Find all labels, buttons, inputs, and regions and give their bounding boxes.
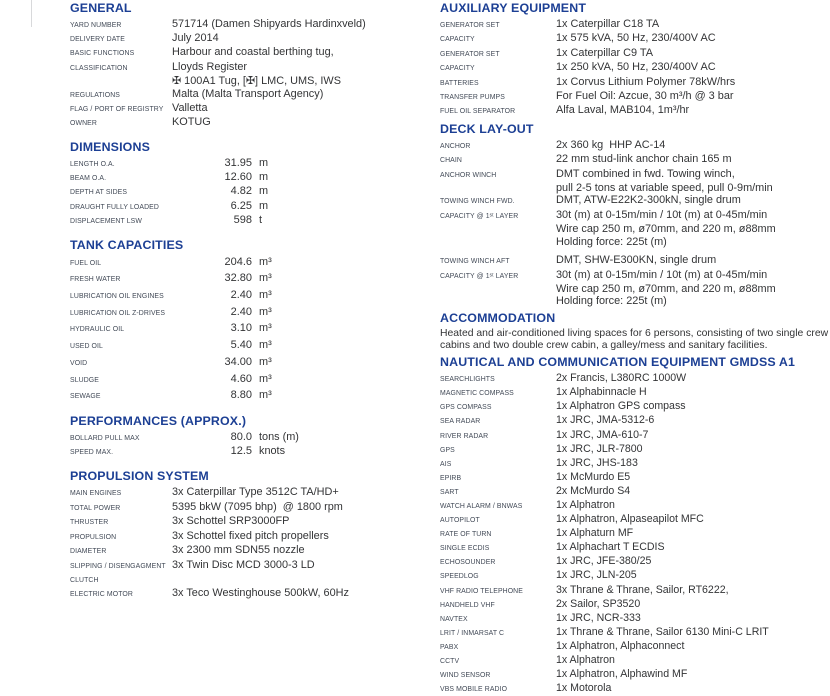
spec-unit: m³	[259, 322, 272, 335]
spec-value: 1x Alphatron, Alphawind MF	[556, 668, 688, 681]
spec-value: 3x Caterpillar Type 3512C TA/HD+	[172, 485, 339, 498]
spec-row	[440, 139, 830, 153]
spec-label: MAGNETIC COMPASS	[440, 390, 514, 398]
spec-row	[440, 485, 830, 499]
spec-label: DIAMETER	[70, 548, 107, 556]
spec-row	[70, 255, 432, 272]
spec-value: Alfa Laval, MAB104, 1m³/hr	[556, 104, 690, 117]
spec-row	[440, 640, 830, 654]
spec-row	[440, 295, 830, 307]
spec-label: GPS	[440, 446, 455, 454]
spec-row	[440, 400, 830, 414]
section-heading: GENERAL	[70, 1, 132, 15]
spec-row	[440, 90, 830, 104]
spec-value: 1x JRC, JHS-183	[556, 456, 638, 469]
spec-row	[440, 414, 830, 428]
spec-value: 3x Thrane & Thrane, Sailor, RT6222,	[556, 583, 729, 596]
spec-label: BASIC FUNCTIONS	[70, 50, 135, 58]
spec-unit: m	[259, 156, 269, 169]
spec-value: 3x Schottel fixed pitch propellers	[172, 529, 329, 542]
spec-row	[440, 386, 830, 400]
spec-label: WIND SENSOR	[440, 672, 491, 680]
spec-value: ✠ 100A1 Tug, [✠] LMC, UMS, IWS	[172, 74, 341, 87]
spec-value: Malta (Malta Transport Agency)	[172, 88, 324, 101]
spec-unit: m	[259, 171, 269, 184]
spec-unit: m³	[259, 339, 272, 352]
spec-row	[70, 61, 432, 75]
spec-value: Harbour and coastal berthing tug,	[172, 46, 334, 59]
spec-row	[440, 471, 830, 485]
spec-number: 4.60	[230, 372, 252, 385]
spec-value: 1x Alphachart T ECDIS	[556, 541, 665, 554]
spec-label: SART	[440, 488, 459, 496]
spec-value: 571714 (Damen Shipyards Hardinxveld)	[172, 18, 366, 30]
spec-value: 1x JRC, NCR-333	[556, 611, 641, 624]
spec-value: July 2014	[172, 32, 219, 45]
spec-label: PABX	[440, 643, 459, 651]
spec-row	[70, 116, 432, 130]
spec-row	[70, 157, 432, 171]
spec-label: ANCHOR WINCH	[440, 171, 497, 179]
spec-number: 12.60	[224, 171, 252, 184]
spec-row	[440, 541, 830, 555]
spec-label: SLUDGE	[70, 376, 99, 384]
spec-label: NAVTEX	[440, 615, 468, 623]
spec-label: FUEL OIL	[70, 259, 102, 267]
spec-row	[70, 515, 432, 530]
section-dimensions	[70, 141, 432, 229]
spec-row	[70, 288, 432, 305]
spec-label: TOWING WINCH AFT	[440, 258, 510, 266]
spec-label: ELECTRIC MOTOR	[70, 591, 133, 599]
spec-number: 598	[233, 214, 252, 227]
spec-unit: m³	[259, 305, 272, 318]
spec-label: AIS	[440, 460, 452, 468]
spec-value: 3x 2300 mm SDN55 nozzle	[172, 544, 305, 557]
spec-row	[440, 283, 830, 295]
spec-label: VHF RADIO TELEPHONE	[440, 587, 523, 595]
spec-label: LENGTH O.A.	[70, 160, 115, 168]
spec-value: 2x Sailor, SP3520	[556, 597, 641, 610]
spec-number: 5.40	[230, 339, 252, 352]
spec-row	[440, 668, 830, 682]
spec-value: 1x 250 kVA, 50 Hz, 230/400V AC	[556, 61, 716, 74]
page-edge-mark	[31, 0, 32, 27]
spec-row	[70, 388, 432, 405]
spec-row	[70, 305, 432, 322]
section-deck-lay-out	[440, 123, 830, 308]
section-heading: TANK CAPACITIES	[70, 237, 184, 252]
spec-row	[440, 372, 830, 386]
spec-label: BEAM O.A.	[70, 175, 107, 183]
spec-row	[70, 445, 432, 460]
spec-value: 22 mm stud-link anchor chain 165 m	[556, 153, 732, 166]
spec-label: ECHOSOUNDER	[440, 559, 496, 567]
spec-value: 1x McMurdo E5	[556, 470, 631, 483]
spec-row	[70, 32, 432, 46]
spec-value: 1x Alphatron, Alphaconnect	[556, 639, 685, 652]
spec-number: 80.0	[230, 430, 252, 443]
spec-value: 1x Motorola	[556, 682, 612, 695]
spec-row	[440, 584, 830, 598]
spec-label: SEA RADAR	[440, 418, 481, 426]
spec-value: 3x Twin Disc MCD 3000-3 LD	[172, 558, 315, 571]
spec-number: 8.80	[230, 389, 252, 402]
accommodation-paragraph: Heated and air-conditioned living spaces for 6 persons, consisting of two single crew cabins and two double crew cabin, a galley/mess and sanitary facilities.	[440, 327, 829, 351]
spec-row	[440, 18, 830, 32]
spec-value: 1x Alphaturn MF	[556, 527, 634, 540]
spec-row	[440, 443, 830, 457]
spec-value: 30t (m) at 0-15m/min / 10t (m) at 0-45m/min	[556, 268, 768, 281]
spec-row	[70, 102, 432, 116]
section-heading: PERFORMANCES (APPROX.)	[70, 413, 247, 428]
spec-label: BOLLARD PULL MAX	[70, 434, 140, 442]
spec-value: Holding force: 225t (m)	[556, 235, 667, 248]
spec-label: SEARCHLIGHTS	[440, 376, 495, 384]
section-heading: PROPULSION SYSTEM	[70, 468, 209, 483]
spec-row	[70, 338, 432, 355]
spec-label: USED OIL	[70, 343, 103, 351]
spec-unit: t	[259, 214, 263, 227]
spec-value: 1x Thrane & Thrane, Sailor 6130 Mini-C LRIT	[556, 625, 769, 638]
spec-row	[70, 321, 432, 338]
spec-row	[440, 457, 830, 471]
spec-row	[70, 372, 432, 389]
spec-row	[440, 61, 830, 75]
spec-label: GPS COMPASS	[440, 404, 492, 412]
spec-unit: m³	[259, 389, 272, 402]
spec-value: DMT, SHW-E300KN, single drum	[556, 254, 717, 267]
spec-number: 2.40	[230, 289, 252, 302]
spec-row	[70, 171, 432, 185]
spec-unit: m	[259, 199, 269, 212]
spec-unit: m³	[259, 355, 272, 368]
spec-row	[70, 185, 432, 199]
spec-value: 2x McMurdo S4	[556, 484, 631, 497]
spec-label: AUTOPILOT	[440, 517, 480, 525]
spec-label: LUBRICATION OIL Z-DRIVES	[70, 309, 166, 317]
spec-number: 31.95	[224, 156, 252, 169]
spec-label: CAPACITY	[440, 36, 475, 44]
spec-value: 1x JRC, JLN-205	[556, 569, 637, 582]
spec-number: 34.00	[224, 355, 252, 368]
spec-row	[440, 32, 830, 46]
spec-number: 204.6	[224, 255, 252, 268]
spec-value: pull 2-5 tons at variable speed, pull 0-9m/min	[556, 182, 773, 195]
spec-value: Lloyds Register	[172, 60, 248, 73]
spec-label: DELIVERY DATE	[70, 36, 125, 44]
section-nautical-and-communication-equipment-gmdss-a1	[440, 356, 830, 696]
spec-unit: m³	[259, 289, 272, 302]
spec-row	[70, 355, 432, 372]
spec-row	[70, 501, 432, 516]
spec-label: RIVER RADAR	[440, 432, 489, 440]
spec-label: VBS MOBILE RADIO	[440, 686, 508, 694]
spec-row	[440, 223, 830, 235]
spec-number: 3.10	[230, 322, 252, 335]
spec-label: CLASSIFICATION	[70, 64, 128, 72]
spec-value: 5395 bkW (7095 bhp) @ 1800 rpm	[172, 500, 343, 513]
spec-row	[440, 555, 830, 569]
spec-row	[440, 104, 830, 118]
spec-row	[440, 612, 830, 626]
spec-number: 4.82	[230, 185, 252, 198]
section-heading: DECK LAY-OUT	[440, 121, 534, 136]
spec-row	[440, 254, 830, 268]
spec-row	[70, 271, 432, 288]
spec-label: THRUSTER	[70, 519, 109, 527]
spec-value: 1x JRC, JLR-7800	[556, 442, 643, 455]
spec-row	[440, 527, 830, 541]
spec-label: DEPTH AT SIDES	[70, 189, 128, 197]
spec-value: 1x JRC, JFE-380/25	[556, 555, 652, 568]
spec-row	[70, 431, 432, 446]
spec-label: CAPACITY @ 1ˢᵗ LAYER	[440, 272, 519, 280]
spec-value: Wire cap 250 m, ø70mm, and 220 m, ø88mm	[556, 282, 776, 295]
spec-row	[440, 168, 830, 182]
spec-value: 1x Alphatron, Alpaseapilot MFC	[556, 513, 704, 526]
spec-value: Holding force: 225t (m)	[556, 295, 667, 308]
spec-label: CHAIN	[440, 157, 462, 165]
spec-label: YARD NUMBER	[70, 22, 122, 29]
spec-label: DRAUGHT FULLY LOADED	[70, 203, 159, 211]
spec-row	[70, 544, 432, 559]
spec-row	[440, 569, 830, 583]
spec-label: FUEL OIL SEPARATOR	[440, 108, 516, 116]
spec-row	[440, 429, 830, 443]
spec-label: SPEED MAX.	[70, 449, 114, 457]
spec-row	[440, 626, 830, 640]
spec-value: 1x 575 kVA, 50 Hz, 230/400V AC	[556, 32, 716, 45]
spec-value: 1x Corvus Lithium Polymer 78kW/hrs	[556, 75, 736, 88]
spec-label: VOID	[70, 359, 88, 367]
section-general	[70, 2, 432, 131]
spec-unit: m	[259, 185, 269, 198]
spec-label: RATE OF TURN	[440, 531, 492, 539]
spec-label: GENERATOR SET	[440, 22, 500, 29]
section-heading: AUXILIARY EQUIPMENT	[440, 1, 587, 15]
spec-label: LRIT / INMARSAT C	[440, 629, 505, 637]
spec-label: TRANSFER PUMPS	[440, 94, 505, 102]
spec-value: 30t (m) at 0-15m/min / 10t (m) at 0-45m/min	[556, 208, 768, 221]
spec-unit: m³	[259, 272, 272, 285]
spec-value: 1x Alphatron	[556, 654, 615, 666]
spec-row	[70, 486, 432, 501]
spec-row	[70, 18, 432, 32]
spec-label: SEWAGE	[70, 393, 101, 401]
spec-label: ANCHOR	[440, 142, 471, 150]
spec-label: REGULATIONS	[70, 92, 120, 100]
spec-label: MAIN ENGINES	[70, 489, 122, 497]
spec-label: DISPLACEMENT LSW	[70, 218, 142, 226]
spec-label: LUBRICATION OIL ENGINES	[70, 293, 164, 301]
spec-value: 1x Alphabinnacle H	[556, 386, 647, 399]
section-performances-approx	[70, 415, 432, 460]
spec-value: 2x 360 kg HHP AC-14	[556, 138, 666, 151]
spec-label: FRESH WATER	[70, 276, 121, 284]
spec-label: SPEEDLOG	[440, 573, 479, 581]
spec-row	[70, 46, 432, 60]
spec-label: SLIPPING / DISENGAGMENT CLUTCH	[70, 562, 166, 584]
spec-row	[440, 269, 830, 283]
spec-label: CAPACITY	[440, 65, 475, 73]
spec-number: 12.5	[230, 445, 252, 458]
spec-label: BATTERIES	[440, 79, 479, 87]
spec-unit: m³	[259, 372, 272, 385]
spec-label: TOTAL POWER	[70, 504, 121, 512]
spec-label: HYDRAULIC OIL	[70, 326, 125, 334]
spec-unit: tons (m)	[259, 430, 299, 443]
spec-value: 1x Caterpillar C18 TA	[556, 18, 660, 30]
spec-number: 32.80	[224, 272, 252, 285]
spec-value: Valletta	[172, 102, 208, 115]
spec-label: CCTV	[440, 658, 460, 665]
spec-value: 1x Caterpillar C9 TA	[556, 46, 654, 59]
spec-label: GENERATOR SET	[440, 50, 500, 58]
spec-label: WATCH ALARM / BNWAS	[440, 502, 523, 510]
section-tank-capacities	[70, 239, 432, 405]
spec-row	[70, 200, 432, 214]
spec-value: 1x JRC, JMA-5312-6	[556, 414, 655, 427]
right-column	[440, 0, 830, 696]
section-accommodation	[440, 312, 830, 352]
section-auxiliary-equipment	[440, 2, 830, 119]
spec-value: DMT combined in fwd. Towing winch,	[556, 167, 735, 180]
section-propulsion-system	[70, 470, 432, 602]
spec-row	[70, 587, 432, 602]
spec-value: KOTUG	[172, 116, 211, 129]
spec-label: EPIRB	[440, 474, 462, 482]
section-heading: NAUTICAL AND COMMUNICATION EQUIPMENT GMDSS A1	[440, 355, 796, 370]
spec-unit: knots	[259, 445, 286, 458]
spec-row	[440, 513, 830, 527]
spec-label: OWNER	[70, 120, 97, 128]
spec-value: For Fuel Oil: Azcue, 30 m³/h @ 3 bar	[556, 90, 734, 103]
spec-row	[440, 654, 830, 668]
spec-value: 3x Teco Westinghouse 500kW, 60Hz	[172, 587, 349, 600]
spec-value: 2x Francis, L380RC 1000W	[556, 372, 687, 385]
left-column	[70, 2, 432, 602]
spec-row	[440, 182, 830, 194]
spec-row	[440, 47, 830, 61]
spec-value: 1x Alphatron GPS compass	[556, 400, 686, 413]
spec-row	[440, 236, 830, 248]
section-heading: DIMENSIONS	[70, 139, 150, 154]
spec-label: CAPACITY @ 1ˢᵗ LAYER	[440, 212, 519, 220]
spec-row	[70, 88, 432, 102]
spec-number: 2.40	[230, 305, 252, 318]
spec-row	[70, 559, 432, 587]
spec-label: HANDHELD VHF	[440, 601, 495, 609]
spec-label: TOWING WINCH FWD.	[440, 198, 515, 206]
spec-row	[440, 499, 830, 513]
spec-row	[70, 75, 432, 88]
spec-row	[440, 209, 830, 223]
spec-label: FLAG / PORT OF REGISTRY	[70, 106, 164, 114]
spec-row	[440, 76, 830, 90]
spec-number: 6.25	[230, 199, 252, 212]
spec-value: 3x Schottel SRP3000FP	[172, 515, 290, 528]
spec-row	[440, 598, 830, 612]
spec-value: Wire cap 250 m, ø70mm, and 220 m, ø88mm	[556, 223, 776, 236]
spec-row	[440, 682, 830, 696]
spec-row	[440, 194, 830, 208]
section-heading: ACCOMMODATION	[440, 310, 556, 325]
spec-row	[70, 214, 432, 228]
spec-value: DMT, ATW-E22K2-300kN, single drum	[556, 194, 741, 207]
spec-value: 1x JRC, JMA-610-7	[556, 428, 649, 441]
spec-row	[440, 153, 830, 167]
spec-label: SINGLE ECDIS	[440, 545, 490, 553]
spec-unit: m³	[259, 255, 272, 268]
spec-row	[70, 530, 432, 545]
spec-value: 1x Alphatron	[556, 498, 615, 511]
spec-label: PROPULSION	[70, 533, 117, 541]
